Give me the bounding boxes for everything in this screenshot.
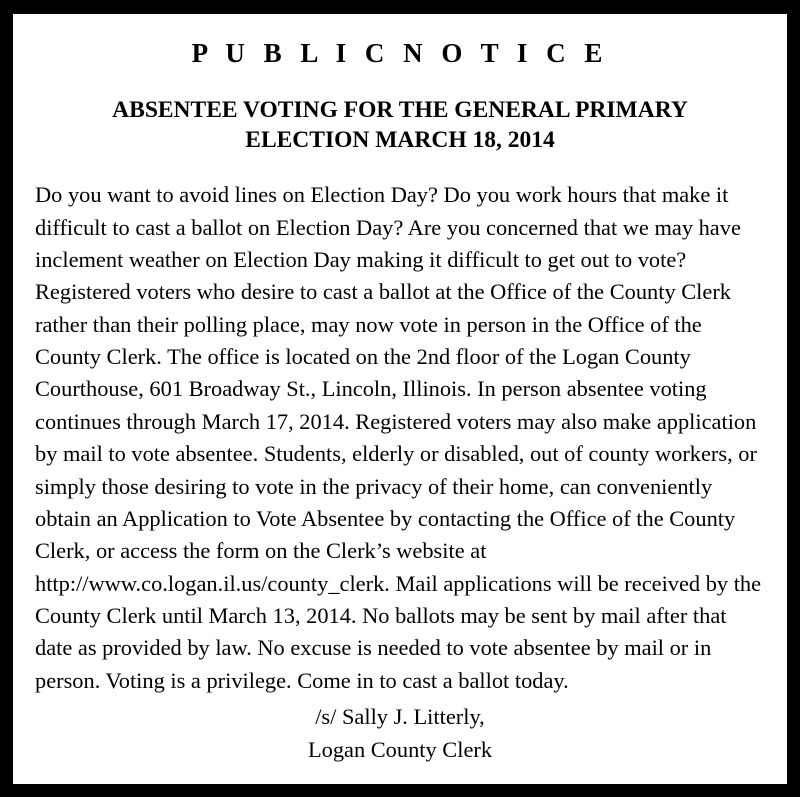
notice-body-text: Do you want to avoid lines on Election Day? Do you work hours that make it difficult to cast a ballot on Election Day? Are you concerned that we may have inclement weather on Election Day making it difficult to get out to vote? Registered voters who desire to cast a ballot at the Office of the County Clerk rather than their polling place, may now vote in person in the Office of the County Clerk. The office is located on the 2nd floor of the Logan County Courthouse, 601 Broadway St., Lincoln, Illinois. In person absentee voting continues through March 17, 2014. Registered voters may also make application by mail to vote absentee. Students, elderly or disabled, out of county workers, or simply those desiring to vote in the privacy of their home, can conveniently obtain an Application to Vote Absentee by contacting the Office of the County Clerk, or access the form on the Clerk’s website at http://www.co.logan.il.us/county_clerk. Mail applications will be received by the County Clerk until March 13, 2014. No ballots may be sent by mail after that date as provided by law. No excuse is needed to vote absentee by mail or in person. Voting is a privilege. Come in to cast a ballot today. [35,182,762,693]
page-title [50,95,750,155]
notice-sheet [13,14,787,784]
headline-line-1: ABSENTEE VOTING FOR THE GENERAL PRIMARY [112,97,688,123]
headline-line-2: ELECTION MARCH 18, 2014 [245,127,555,154]
signature-block [35,701,765,766]
public-notice-kicker: P U B L I C N O T I C E [191,38,609,68]
signature-name: /s/ Sally J. Litterly, [315,704,485,730]
signature-title: Logan County Clerk [307,736,493,762]
